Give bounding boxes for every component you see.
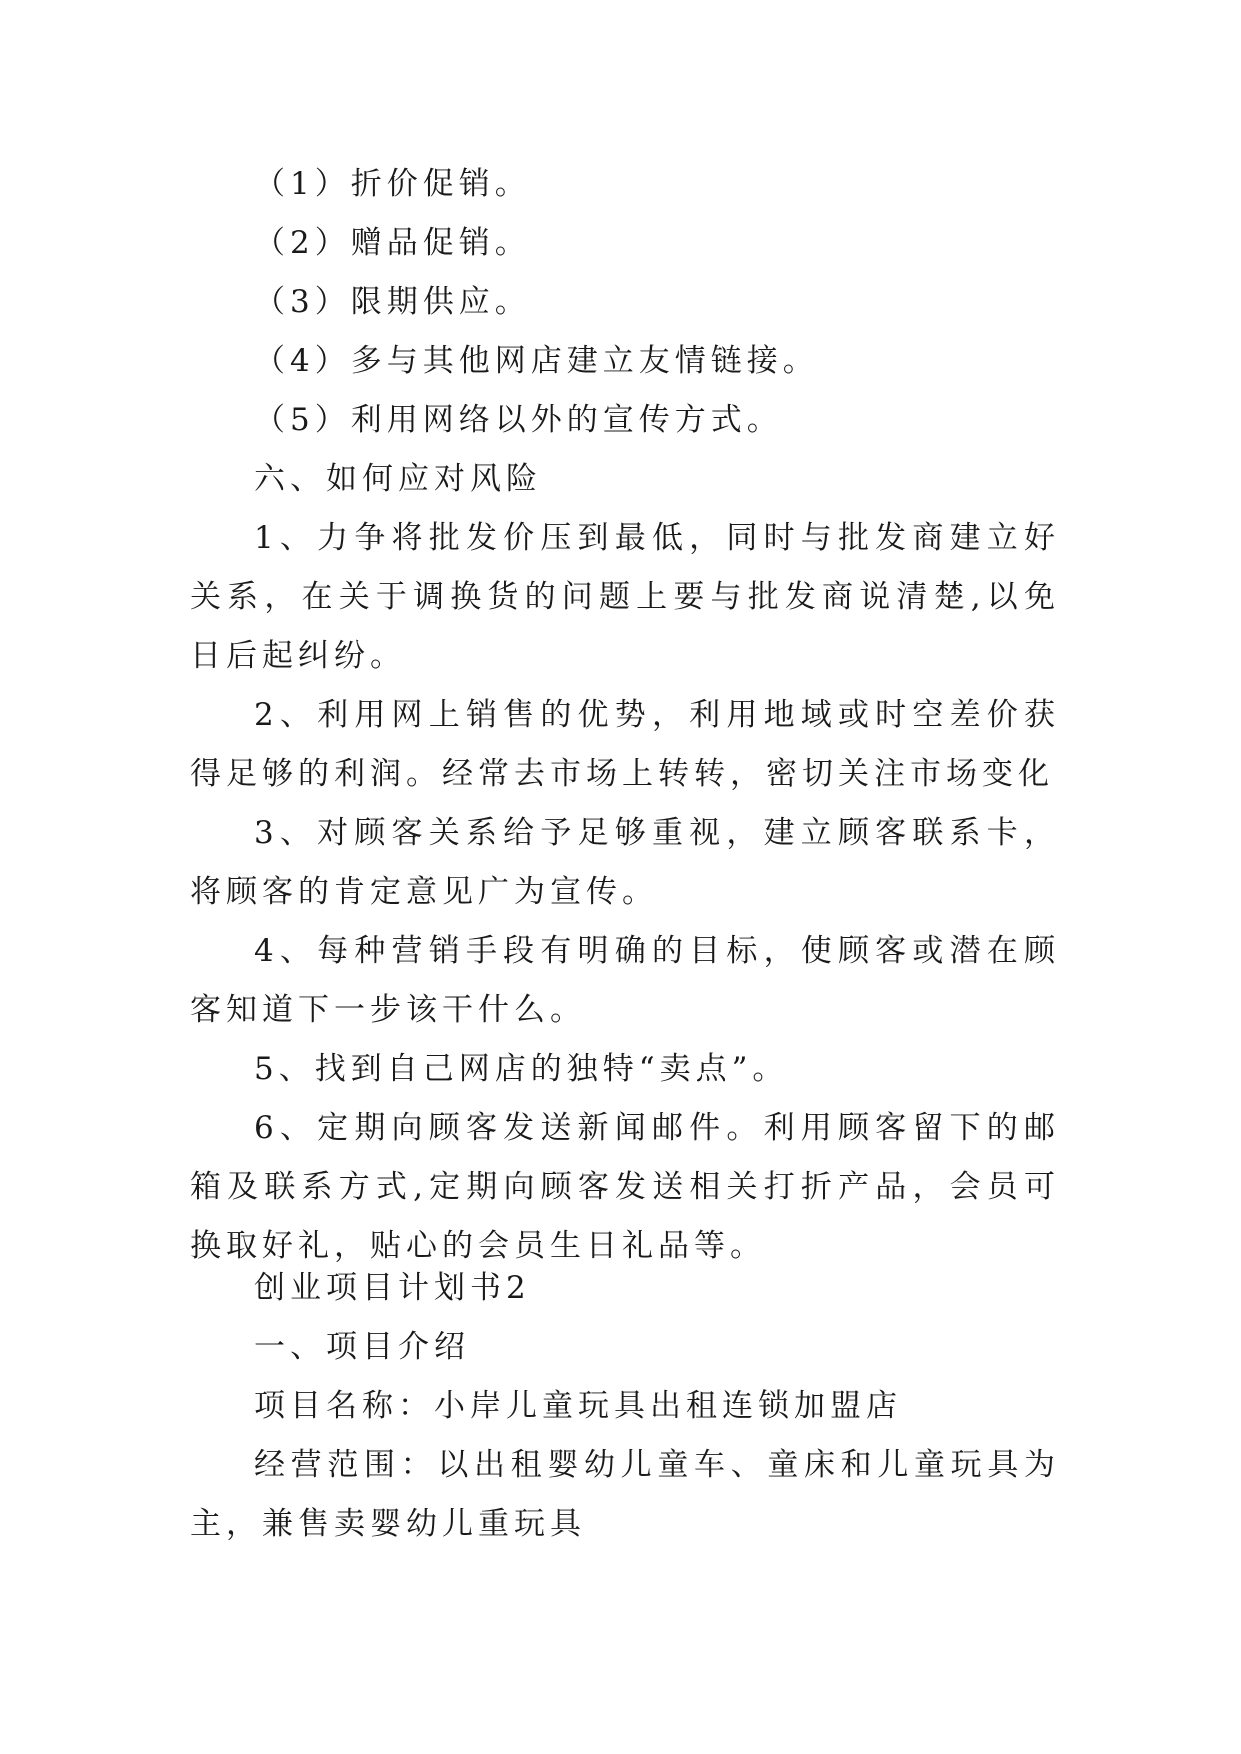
risk-item-3: 3、对顾客关系给予足够重视，建立顾客联系卡，将顾客的肯定意见广为宣传。 [190, 815, 1060, 910]
list-item-offline-promotion: （5）利用网络以外的宣传方式。 [254, 402, 783, 438]
business-scope-line: 经营范围：以出租婴幼儿童车、童床和儿童玩具为主，兼售卖婴幼儿重玩具 [190, 1447, 1060, 1542]
document-section-bottom [190, 1259, 1060, 1554]
document-section-top [190, 155, 1060, 1276]
risk-item-2: 2、利用网上销售的优势，利用地域或时空差价获得足够的利润。经常去市场上转转，密切关注市场变化 [190, 697, 1060, 792]
section-heading-risk: 六、如何应对风险 [254, 461, 542, 497]
project-name-line: 项目名称：小岸儿童玩具出租连锁加盟店 [254, 1388, 902, 1424]
risk-item-6: 6、定期向顾客发送新闻邮件。利用顾客留下的邮箱及联系方式,定期向顾客发送相关打折产品，会员可换取好礼，贴心的会员生日礼品等。 [190, 1110, 1060, 1264]
risk-item-4: 4、每种营销手段有明确的目标，使顾客或潜在顾客知道下一步该干什么。 [190, 933, 1060, 1028]
risk-item-1: 1、力争将批发价压到最低，同时与批发商建立好关系，在关于调换货的问题上要与批发商说清楚,以免日后起纠纷。 [190, 520, 1060, 674]
document-subtitle: 创业项目计划书2 [254, 1270, 531, 1306]
list-item-friend-links: （4）多与其他网店建立友情链接。 [254, 343, 819, 379]
list-item-discount-promotion: （1）折价促销。 [254, 166, 531, 202]
section-heading-project-intro: 一、项目介绍 [254, 1329, 470, 1365]
list-item-limited-supply: （3）限期供应。 [254, 284, 531, 320]
list-item-gift-promotion: （2）赠品促销。 [254, 225, 531, 261]
risk-item-5: 5、找到自己网店的独特“卖点”。 [254, 1051, 789, 1087]
